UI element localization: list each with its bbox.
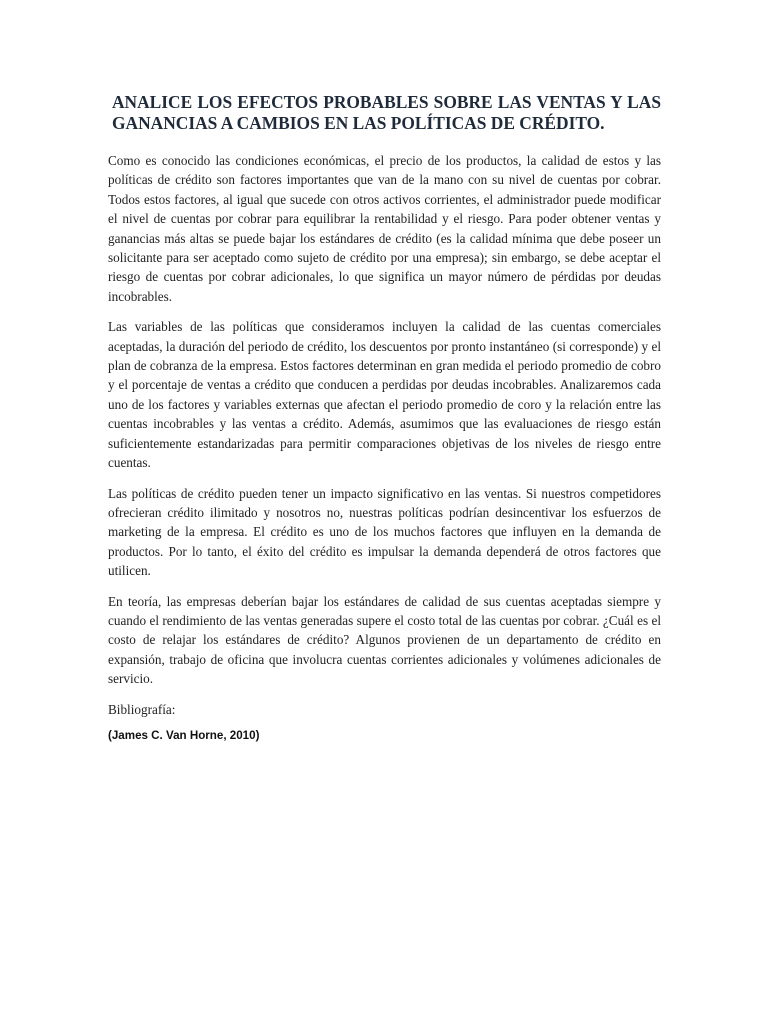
bibliography-citation: (James C. Van Horne, 2010) [108, 728, 260, 742]
bibliography-label: Bibliografía: [108, 701, 176, 717]
document-page [108, 92, 661, 745]
paragraph-3: Las políticas de crédito pueden tener un impacto significativo en las ventas. Si nuestros competidores ofrecieran crédito ilimitado y nosotros no, nuestras políticas podrían desincentivar los esfuerzos de marketing de la empresa. El crédito es uno de los muchos factores que influyen en la demanda de productos. Por lo tanto, el éxito del crédito es impulsar la demanda dependerá de otros factores que utilicen. [108, 485, 661, 579]
paragraph-4: En teoría, las empresas deberían bajar los estándares de calidad de sus cuentas aceptadas siempre y cuando el rendimiento de las ventas generadas supere el costo total de las cuentas por cobrar. ¿Cuál es el costo de relajar los estándares de crédito? Algunos provienen de un departamento de crédito en expansión, trabajo de oficina que involucra cuentas corrientes adicionales y volúmenes adicionales de servicio. [108, 593, 661, 687]
paragraph-2: Las variables de las políticas que consideramos incluyen la calidad de las cuentas comerciales aceptadas, la duración del periodo de crédito, los descuentos por pronto instantáneo (si corresponde) y el plan de cobranza de la empresa. Estos factores determinan en gran medida el periodo promedio de cobro y el porcentaje de ventas a crédito que conducen a perdidas por deudas incobrables. Analizaremos cada uno de los factores y variables externas que afectan el periodo promedio de coro y la relación entre las cuentas incobrables y las ventas a crédito. Además, asumimos que las evaluaciones de riesgo están suficientemente estandarizadas para permitir comparaciones objetivas de los niveles de riesgo entre cuentas. [108, 319, 661, 471]
paragraph-1: Como es conocido las condiciones económicas, el precio de los productos, la calidad de estos y las políticas de crédito son factores importantes que van de la mano con su nivel de cuentas por cobrar. Todos estos factores, al igual que sucede con otros activos corrientes, el administrador puede modificar el nivel de cuentas por cobrar para equilibrar la rentabilidad y el riesgo. Para poder obtener ventas y ganancias más altas se puede bajar los estándares de crédito (es la calidad mínima que debe poseer un solicitante para ser aceptado como sujeto de crédito por una empresa); sin embargo, se debe aceptar el riesgo de cuentas por cobrar adicionales, lo que significa un mayor número de pérdidas por deudas incobrables. [108, 153, 661, 304]
document-title: ANALICE LOS EFECTOS PROBABLES SOBRE LAS VENTAS Y LAS GANANCIAS A CAMBIOS EN LAS POLÍTICAS DE CRÉDITO. [112, 92, 661, 133]
